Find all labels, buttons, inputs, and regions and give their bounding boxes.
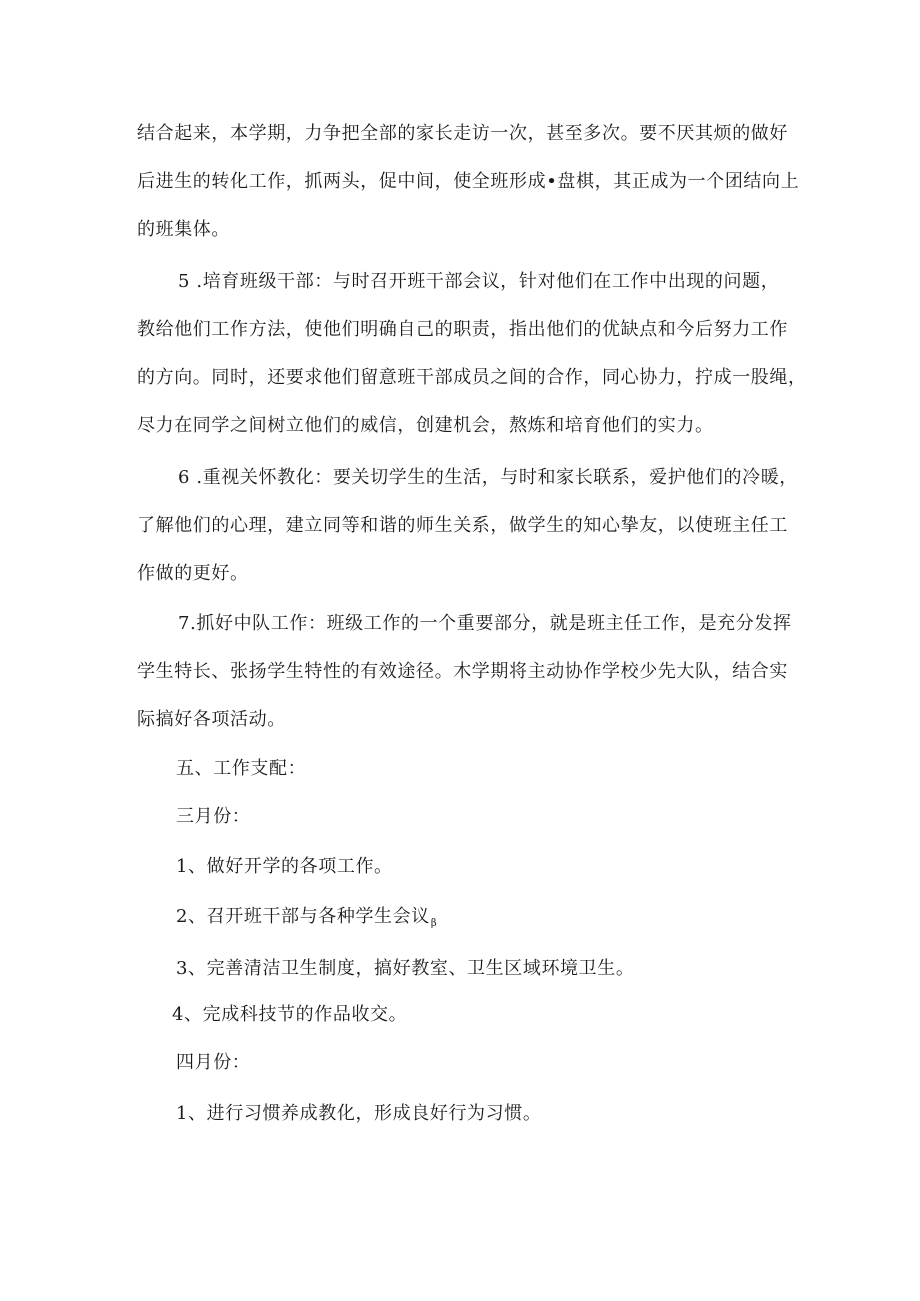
section-5-heading: 五、工作支配： <box>176 758 307 779</box>
item-5-line-1: 5 .培育班级干部：与时召开班干部会议，针对他们在工作中出现的问题， <box>178 271 780 292</box>
item-5-line-4: 尽力在同学之间树立他们的威信，创建机会，熬炼和培育他们的实力。 <box>137 415 714 436</box>
intro-line-3: 的班集体。 <box>137 219 230 240</box>
item-5-line-3: 的方向。同时，还要求他们留意班干部成员之间的合作，同心协力，拧成一股绳， <box>137 367 807 388</box>
item-6-line-1: 6 .重视关怀教化：要关切学生的生活，与时和家长联系，爱护他们的冷暖， <box>178 467 798 488</box>
march-item-1: 1、做好开学的各项工作。 <box>176 856 393 877</box>
march-item-2 <box>176 905 437 936</box>
april-heading: 四月份： <box>176 1052 251 1073</box>
item-6-line-3: 作做的更好。 <box>137 563 249 584</box>
march-item-3: 3、完善清洁卫生制度，搞好教室、卫生区域环境卫生。 <box>176 958 635 979</box>
item-7-line-3: 际搞好各项活动。 <box>137 709 286 730</box>
item-7-line-1: 7.抓好中队工作：班级工作的一个重要部分，就是班主任工作，是充分发挥 <box>178 613 792 634</box>
intro-line-2: 后进生的转化工作，抓两头，促中间，使全班形成•盘棋，其正成为一个团结向上 <box>137 171 800 192</box>
item-7-line-2: 学生特长、张扬学生特性的有效途径。木学期将主动协作学校少先大队，结合实 <box>137 661 788 682</box>
march-item-2-suffix: β <box>430 918 438 929</box>
march-heading: 三月份： <box>176 806 251 827</box>
april-item-1: 1、进行习惯养成教化，形成良好行为习惯。 <box>176 1103 542 1124</box>
intro-line-1: 结合起来，本学期，力争把全部的家长走访一次，甚至多次。要不厌其烦的做好 <box>137 123 788 144</box>
item-6-line-2: 了解他们的心理，建立同等和谐的师生关系，做学生的知心挚友，以使班主任工 <box>137 515 788 536</box>
march-item-2-text: 2、召开班干部与各种学生会议 <box>176 906 430 927</box>
item-5-line-2: 教给他们工作方法，使他们明确自己的职责，指出他们的优缺点和今后努力工作 <box>137 319 788 340</box>
march-item-4: 4、完成科技节的作品收交。 <box>172 1004 408 1025</box>
